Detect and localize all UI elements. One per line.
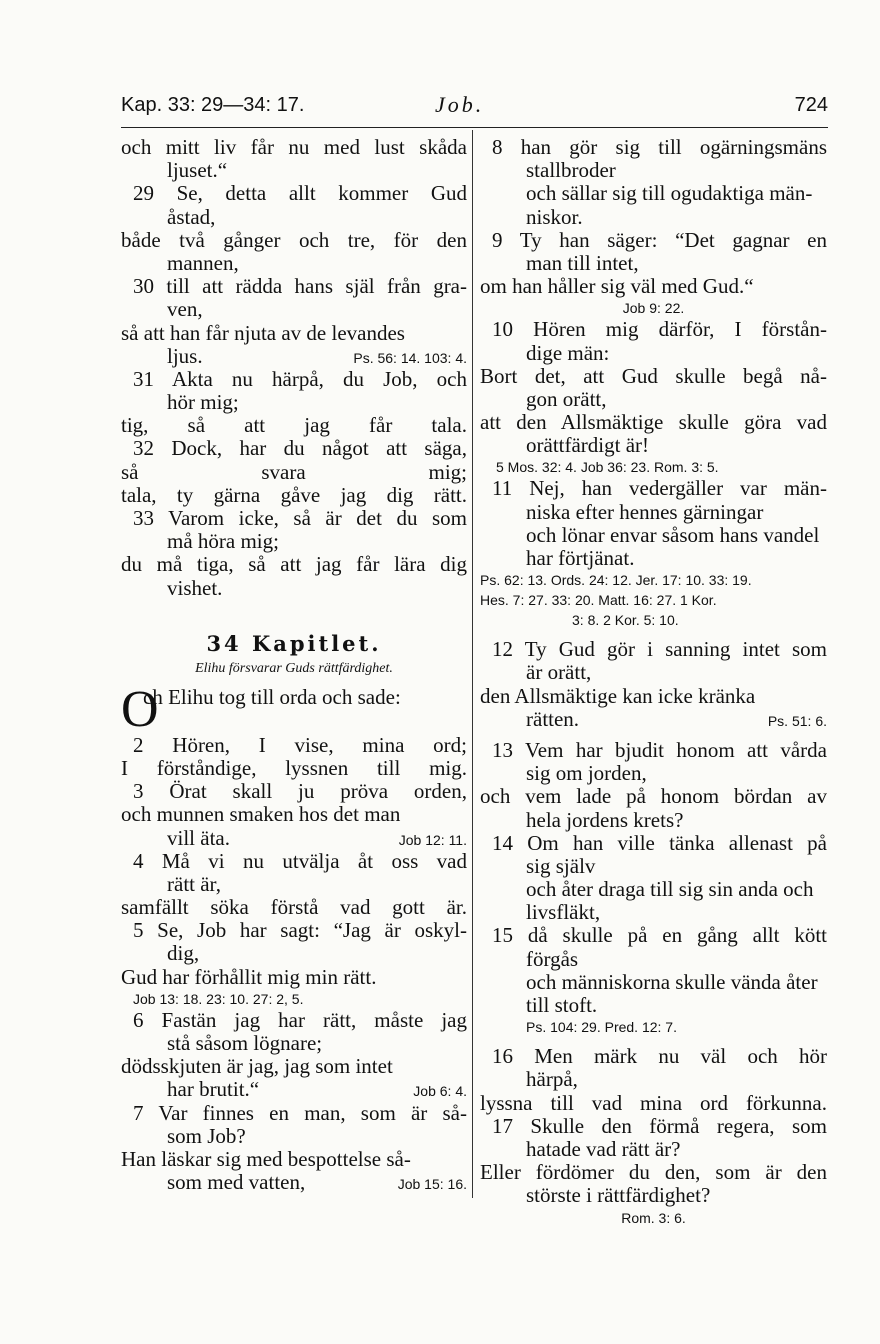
verse-line: som Job? (167, 1123, 246, 1148)
verse-line: ven, (167, 297, 203, 322)
verse-text: som med vatten, (167, 1170, 306, 1195)
verse-line (121, 827, 467, 850)
verse-block (121, 368, 467, 600)
verse-line: hela jordens krets? (526, 807, 684, 832)
cross-reference: Job 12: 11. (398, 831, 467, 848)
verse-line: tig, så att jag får tala. (121, 414, 467, 438)
cross-reference: Ps. 51: 6. (767, 712, 827, 729)
verse-block (480, 477, 827, 570)
verse-line: dige män: (526, 340, 610, 365)
verse-line: I förståndige, lyssnen till mig. (121, 756, 467, 780)
verse-line: 8 han gör sig till ogärningsmäns (492, 136, 827, 159)
page-number: 724 (794, 94, 828, 116)
verse-line: stallbroder (526, 158, 616, 183)
verse-line: 14 Om han ville tänka allenast på (492, 831, 827, 855)
verse-line: 10 Hören mig därför, I förstån- (492, 318, 827, 342)
verse-line: 29 Se, detta allt kommer Gud (133, 182, 467, 206)
drop-cap: O (121, 680, 159, 738)
verse-line: och munnen smaken hos det man (121, 802, 401, 827)
verse-line: samfällt söka förstå vad gott är. (121, 896, 467, 920)
verse-line: 3 Örat skall ju pröva orden, (133, 780, 467, 804)
verse-line: rätt är, (167, 871, 221, 896)
verse-text: har brutit.“ (167, 1077, 260, 1102)
book-title: Job. (435, 92, 485, 117)
verse-line: Gud har förhållit mig min rätt. (121, 964, 377, 989)
verse-line: 15 då skulle på en gång allt kött (492, 924, 827, 948)
chapter-opening (121, 680, 467, 738)
verse-line: både två gånger och tre, för den (121, 228, 467, 252)
verse-text: vill äta. (167, 825, 230, 850)
cross-reference: Ps. 104: 29. Pred. 12: 7. (526, 1019, 677, 1036)
verse-line: 6 Fastän jag har rätt, måste jag (133, 1008, 467, 1032)
verse-line: 5 Se, Job har sagt: “Jag är oskyl- (133, 919, 467, 943)
verse-line: är orätt, (526, 660, 592, 685)
verse-line: åstad, (167, 204, 216, 229)
verse-line: 16 Men märk nu väl och hör (492, 1045, 827, 1069)
verse-block (480, 638, 827, 708)
verse-block (121, 734, 467, 827)
header-rule (121, 127, 828, 128)
verse-text: rätten. (526, 706, 580, 731)
cross-reference: Job 9: 22. (622, 300, 685, 317)
verse-line: niska efter hennes gärningar (526, 499, 764, 524)
verse-line: Bort det, att Gud skulle begå nå- (480, 364, 827, 388)
cross-reference: Ps. 62: 13. Ords. 24: 12. Jer. 17: 10. 33: 19. (480, 572, 752, 589)
verse-line: ljuset.“ (167, 158, 228, 183)
verse-line: 2 Hören, I vise, mina ord; (133, 733, 467, 757)
verse-line: och mitt liv får nu med lust skåda (121, 136, 467, 159)
verse-line: du må tiga, så att jag får lära dig (121, 553, 467, 577)
cross-reference: 5 Mos. 32: 4. Job 36: 23. Rom. 3: 5. (496, 459, 719, 476)
verse-block (480, 318, 827, 457)
verse-line (480, 708, 827, 731)
verse-text: ch Elihu tog till orda och sade: (143, 684, 401, 709)
spacer (480, 1037, 827, 1045)
verse-line: den Allsmäktige kan icke kränka (480, 683, 756, 708)
verse-line: 4 Må vi nu utvälja åt oss vad (133, 849, 467, 873)
verse-line: störste i rättfärdighet? (526, 1183, 711, 1208)
cross-reference: Hes. 7: 27. 33: 20. Matt. 16: 27. 1 Kor. (480, 592, 717, 609)
verse-block (480, 739, 827, 1017)
verse-line: 11 Nej, han vedergäller var män- (492, 477, 827, 501)
cross-reference: Job 15: 16. (397, 1176, 467, 1193)
verse-line: 12 Ty Gud gör i sanning intet som (492, 638, 827, 662)
verse-line: härpå, (526, 1067, 578, 1092)
verse-line: har förtjänat. (526, 546, 635, 570)
chapter-heading: 34 Kapitlet. (206, 630, 382, 656)
verse-block (121, 1009, 467, 1079)
right-column (480, 136, 827, 1228)
verse-line: 31 Akta nu härpå, du Job, och (133, 367, 467, 391)
verse-line: och vem lade på honom bördan av (480, 785, 827, 809)
verse-line: så svara mig; (121, 460, 467, 484)
verse-block (121, 1102, 467, 1172)
verse-line (121, 345, 467, 368)
running-header (121, 90, 828, 126)
chapter-range: Kap. 33: 29—34: 17. (121, 94, 305, 116)
cross-reference: Ps. 56: 14. 103: 4. (353, 349, 467, 366)
cross-reference: Job 6: 4. (413, 1083, 467, 1100)
verse-line: orättfärdigt är! (526, 433, 650, 458)
verse-line: tala, ty gärna gåve jag dig rätt. (121, 483, 467, 507)
cross-reference: 3: 8. 2 Kor. 5: 10. (572, 612, 679, 629)
verse-line: 33 Varom icke, så är det du som (133, 507, 467, 530)
verse-line: 13 Vem har bjudit honom att vårda (492, 738, 827, 762)
verse-line: sig om jorden, (526, 761, 647, 786)
verse-block (121, 850, 467, 989)
verse-line: att den Allsmäktige skulle göra vad (480, 411, 827, 435)
cross-reference: Rom. 3: 6. (621, 1209, 686, 1226)
spacer (480, 630, 827, 638)
verse-line: mannen, (167, 250, 239, 275)
left-column (121, 136, 467, 1194)
verse-line: lyssna till vad mina ord förkunna. (480, 1091, 827, 1115)
verse-line: och sällar sig till ogudaktiga män- (526, 181, 813, 206)
cross-reference: Job 13: 18. 23: 10. 27: 2, 5. (133, 990, 304, 1007)
verse-line (121, 1078, 467, 1101)
verse-line: och lönar envar såsom hans vandel (526, 522, 820, 547)
verse-line: Han läskar sig med bespottelse så- (121, 1146, 411, 1171)
verse-line: om han håller sig väl med Gud.“ (480, 274, 754, 299)
column-divider (472, 130, 473, 1198)
verse-line: sig själv (526, 853, 596, 878)
verse-block (480, 1045, 827, 1207)
chapter-summary: Elihu försvarar Guds rättfärdighet. (195, 660, 393, 676)
verse-block (121, 136, 467, 345)
verse-line: stå såsom lögnare; (167, 1031, 323, 1055)
verse-line: dödsskjuten är jag, jag som intet (121, 1054, 393, 1079)
verse-line: 32 Dock, har du något att säga, (133, 437, 467, 461)
verse-line: så att han får njuta av de levandes (121, 320, 405, 345)
verse-line: man till intet, (526, 250, 639, 275)
verse-line: 7 Var finnes en man, som är så- (133, 1101, 467, 1125)
verse-line: hör mig; (167, 390, 239, 415)
verse-line: och människorna skulle vända åter (526, 969, 818, 994)
verse-text: ljus. (167, 343, 203, 368)
verse-line: 17 Skulle den förmå regera, som (492, 1114, 827, 1138)
verse-line: 30 till att rädda hans själ från gra- (133, 275, 467, 299)
verse-line: dig, (167, 941, 200, 966)
verse-line: må höra mig; (167, 529, 279, 554)
verse-line: vishet. (167, 575, 223, 600)
verse-line (121, 1171, 467, 1194)
verse-line: 9 Ty han säger: “Det gagnar en (492, 228, 827, 252)
verse-line: Eller fördömer du den, som är den (480, 1161, 827, 1185)
verse-line: livsfläkt, (526, 900, 601, 925)
verse-line: till stoft. (526, 993, 598, 1017)
verse-line: gon orätt, (526, 386, 607, 411)
verse-line: niskor. (526, 204, 583, 229)
verse-line: förgås (526, 946, 579, 971)
verse-line: hatade vad rätt är? (526, 1136, 681, 1161)
verse-block (480, 136, 827, 298)
verse-line: och åter draga till sig sin anda och (526, 877, 814, 902)
